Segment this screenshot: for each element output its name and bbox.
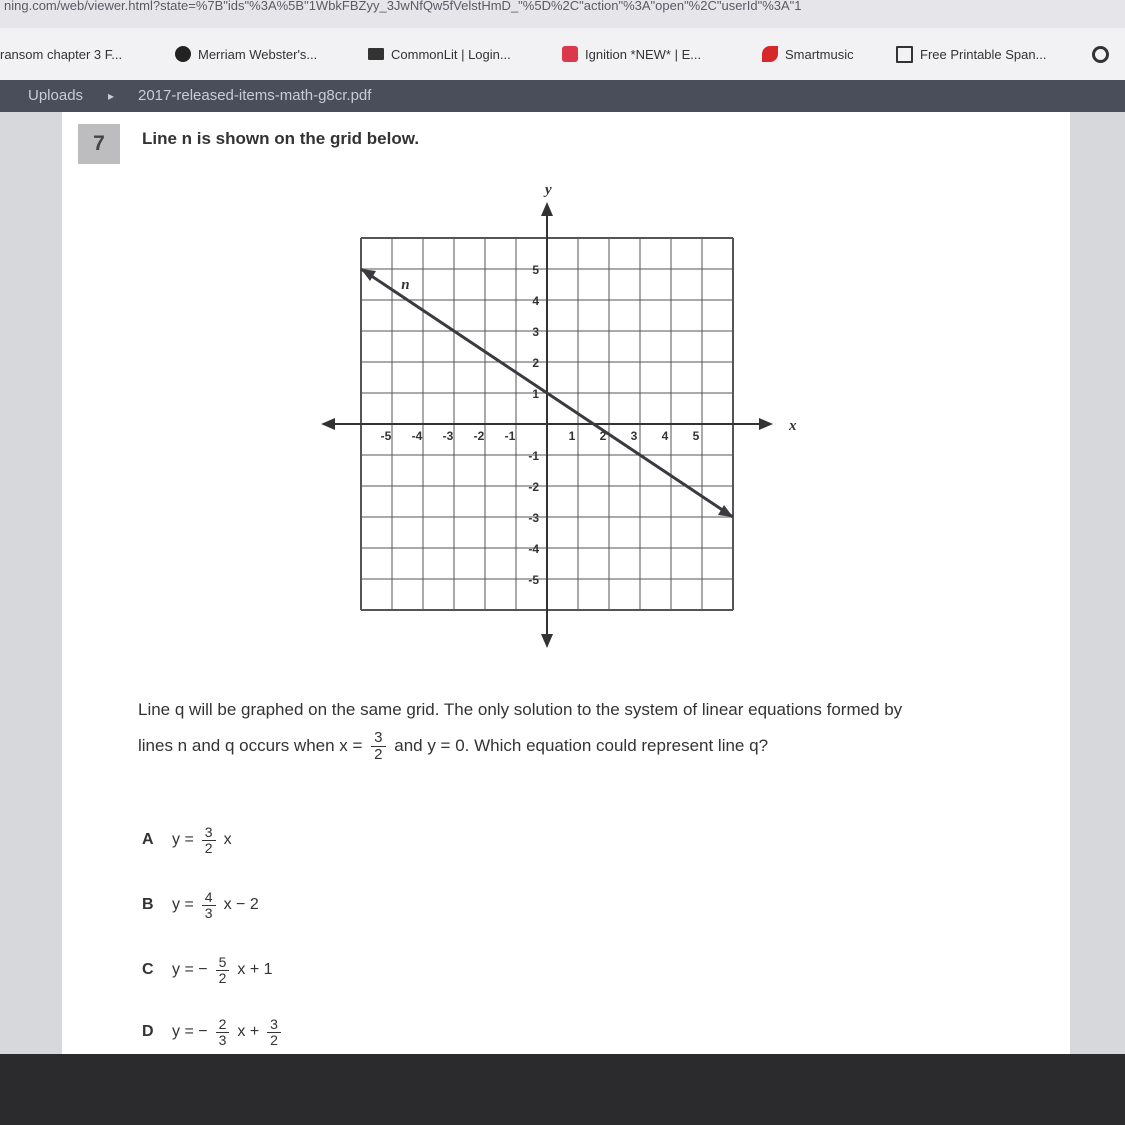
- choice-c[interactable]: [142, 950, 273, 990]
- y-axis-arrow-up: [541, 202, 553, 216]
- choice-equation: [172, 955, 273, 986]
- question-number: 7: [78, 124, 120, 164]
- fraction-denominator: 2: [204, 839, 213, 856]
- viewer-toolbar: [0, 80, 1125, 112]
- equation-prefix: y =: [172, 896, 194, 913]
- choice-letter: A: [142, 831, 154, 848]
- fraction-numerator: 4: [202, 890, 216, 906]
- red-square-icon: [562, 46, 578, 62]
- question-text-part1: Line q will be graphed on the same grid. The only solution to the system of linear equations formed by lines n and q occurs when x =: [138, 700, 903, 755]
- bookmark-label: Smartmusic: [785, 46, 854, 62]
- x-tick-label: 5: [692, 429, 700, 443]
- graph-svg: [317, 187, 817, 687]
- y-axis-label: y: [545, 187, 552, 198]
- x-tick-label: -1: [504, 429, 516, 443]
- choice-a[interactable]: [142, 820, 232, 860]
- equation-prefix: y = −: [172, 1023, 208, 1040]
- x-axis-arrow-left: [321, 418, 335, 430]
- choice-letter: C: [142, 961, 154, 978]
- equation-fraction: [216, 1017, 230, 1048]
- book-icon: [368, 48, 384, 60]
- x-tick-label: 2: [599, 429, 607, 443]
- search-circle-icon: [1092, 46, 1109, 63]
- file-name: 2017-released-items-math-g8cr.pdf: [138, 87, 372, 104]
- x-value-numerator: 3: [371, 730, 385, 747]
- bookmark-free-printable[interactable]: [896, 43, 1046, 65]
- y-tick-label: 1: [532, 387, 539, 401]
- address-bar[interactable]: [0, 0, 1125, 29]
- equation-fraction: [202, 890, 216, 921]
- bookmark-label: Ignition *NEW* | E...: [585, 46, 702, 62]
- y-tick-label: 2: [532, 356, 539, 370]
- question-title: Line n is shown on the grid below.: [142, 129, 420, 148]
- bookmarks-bar: [0, 28, 1125, 81]
- red-leaf-icon: [762, 46, 778, 62]
- pdf-page: [62, 112, 1070, 1054]
- equation-prefix: y = −: [172, 961, 208, 978]
- bookmark-commonlit[interactable]: [368, 43, 511, 65]
- choice-equation: [172, 825, 232, 856]
- y-tick-label: 4: [532, 294, 539, 308]
- choice-b[interactable]: [142, 885, 259, 925]
- choice-equation: [172, 1017, 285, 1048]
- equation-suffix: x: [223, 831, 232, 848]
- y-tick-label: -2: [528, 480, 539, 494]
- fraction-denominator: 3: [204, 904, 213, 921]
- y-tick-label: -1: [528, 449, 539, 463]
- x-tick-label: -3: [442, 429, 454, 443]
- x-tick-label: -5: [380, 429, 392, 443]
- equation-fraction: [216, 955, 230, 986]
- x-tick-label: -4: [411, 429, 423, 443]
- equation-suffix: x − 2: [223, 896, 259, 913]
- x-tick-label: 4: [661, 429, 669, 443]
- fraction-numerator: 2: [216, 1017, 230, 1033]
- question-text-part2: and y = 0. Which equation could represent line q?: [394, 736, 769, 755]
- bottom-bezel: [0, 1054, 1125, 1125]
- x-tick-label: 3: [630, 429, 638, 443]
- x-axis-arrow-right: [759, 418, 773, 430]
- bookmark-smartmusic[interactable]: [762, 43, 854, 65]
- fraction-denominator: 3: [218, 1031, 227, 1048]
- fraction-numerator: 5: [216, 955, 230, 971]
- square-outline-icon: [896, 46, 913, 63]
- choice-letter: D: [142, 1023, 154, 1040]
- circle-logo-icon: [175, 46, 191, 62]
- choice-letter: B: [142, 896, 154, 913]
- equation-fraction: [202, 825, 216, 856]
- bookmark-ignition[interactable]: [562, 43, 701, 65]
- choice-equation: [172, 890, 259, 921]
- line-n-label: n: [401, 277, 410, 294]
- equation-suffix: x + 1: [237, 961, 273, 978]
- equation-suffix: x +: [237, 1023, 260, 1040]
- url-text: ning.com/web/viewer.html?state=%7B"ids"%3A%5B"1WbkFBZyy_3JwNfQw5fVelstHmD_"%5D%2C"action"%3A"open"%2C"userId"%3A"1: [4, 0, 802, 13]
- fraction-numerator: 3: [202, 825, 216, 841]
- fraction-denominator: 2: [270, 1031, 278, 1048]
- bookmark-ransom-chapter[interactable]: [0, 43, 122, 65]
- y-tick-label: -4: [528, 542, 539, 556]
- y-tick-label: -3: [528, 511, 539, 525]
- breadcrumb-separator: ▸: [108, 89, 115, 103]
- bookmark-label: Merriam Webster's...: [198, 46, 318, 62]
- question-text: [138, 692, 938, 764]
- coordinate-grid: [317, 187, 817, 692]
- fraction-numerator: 3: [267, 1017, 281, 1033]
- x-tick-label: -2: [473, 429, 485, 443]
- bookmark-merriam-webster[interactable]: [175, 43, 317, 65]
- equation-fraction-2: [267, 1017, 281, 1048]
- y-axis-arrow-down: [541, 634, 553, 648]
- choice-d[interactable]: [142, 1012, 285, 1052]
- y-tick-label: -5: [528, 573, 539, 587]
- bookmark-label: ransom chapter 3 F...: [0, 46, 123, 62]
- x-axis-label: x: [789, 418, 797, 434]
- bookmark-label: Free Printable Span...: [920, 46, 1047, 62]
- fraction-denominator: 2: [218, 969, 227, 986]
- equation-prefix: y =: [172, 831, 194, 848]
- x-tick-label: 1: [568, 429, 576, 443]
- x-value-denominator: 2: [374, 746, 383, 764]
- y-tick-label: 3: [532, 325, 539, 339]
- y-tick-label: 5: [532, 263, 539, 277]
- breadcrumb-uploads[interactable]: Uploads: [28, 87, 84, 104]
- bookmark-label: CommonLit | Login...: [391, 46, 511, 62]
- x-value-fraction: [371, 730, 385, 763]
- bookmark-more[interactable]: [1092, 43, 1116, 65]
